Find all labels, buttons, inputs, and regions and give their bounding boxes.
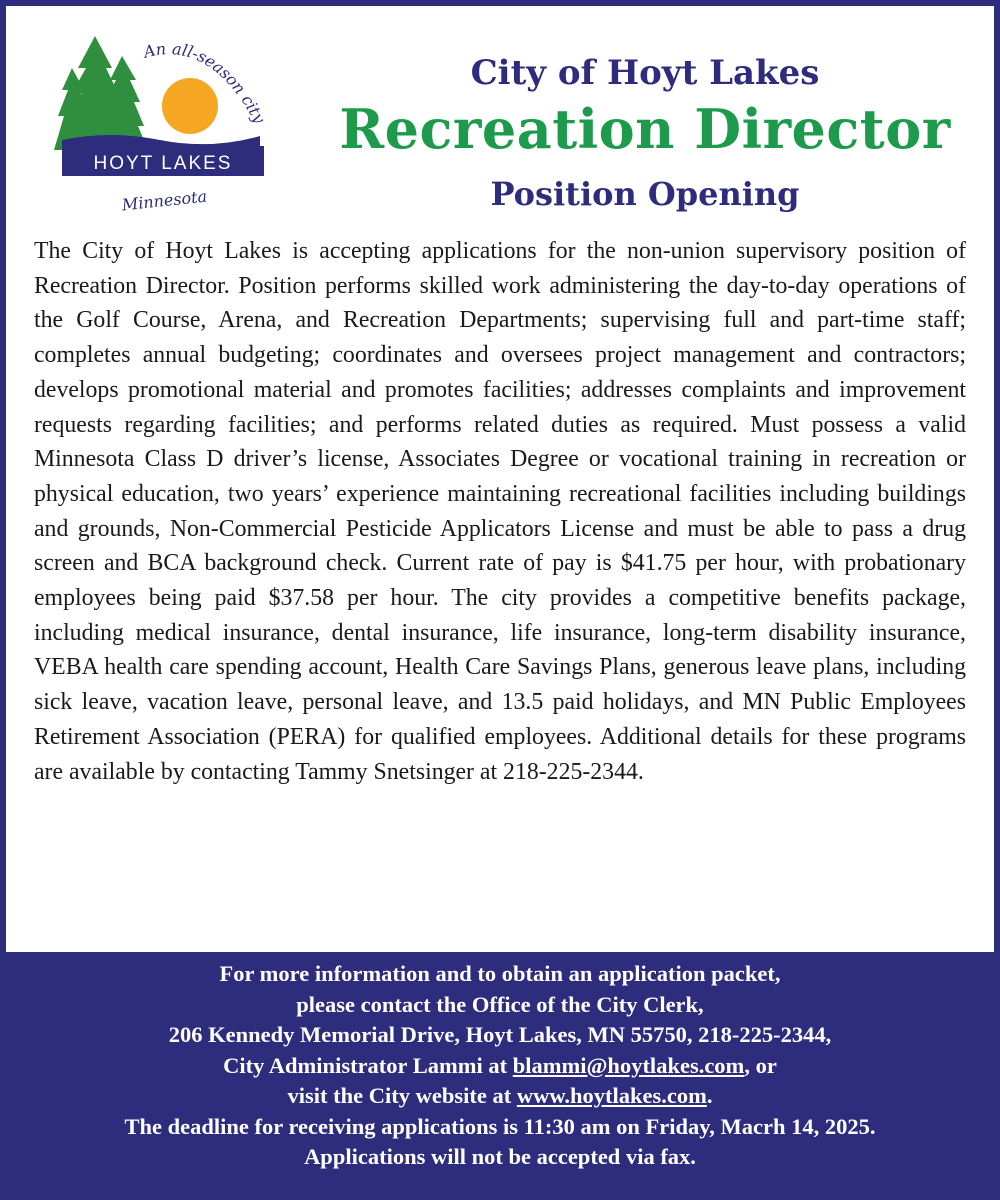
- footer-address: 206 Kennedy Memorial Drive, Hoyt Lakes, MN 55750, 218-225-2344,: [168, 1022, 832, 1047]
- footer-line-5-end: .: [706, 1083, 713, 1108]
- city-title: City of Hoyt Lakes: [470, 53, 820, 93]
- footer-line-1: For more information and to obtain an application packet,: [219, 961, 781, 986]
- logo-name-text: HOYT LAKES: [93, 153, 233, 174]
- footer-line-4-end: , or: [744, 1052, 777, 1078]
- logo-state-text: Minnesota: [120, 186, 208, 215]
- footer-line-2: please contact the Office of the City Clerk,: [296, 991, 704, 1017]
- footer-fax-note: Applications will not be accepted via fax.: [304, 1144, 696, 1169]
- hoyt-lakes-logo: [50, 28, 280, 218]
- footer-admin-label: City Administrator Lammi at: [223, 1052, 513, 1078]
- position-subtitle: Position Opening: [490, 175, 800, 213]
- contact-footer: [6, 952, 994, 1194]
- website-link[interactable]: www.hoytlakes.com: [516, 1083, 707, 1108]
- water-waves-icon: [62, 135, 260, 146]
- footer-line-4: [6, 1051, 994, 1082]
- email-link[interactable]: blammi@hoytlakes.com: [512, 1052, 745, 1078]
- sun-icon: [162, 78, 218, 134]
- footer-deadline: The deadline for receiving applications is 11:30 am on Friday, Macrh 14, 2025.: [124, 1113, 876, 1139]
- footer-line-5: [6, 1081, 994, 1112]
- hoyt-lakes-logo-graphic: [50, 28, 280, 218]
- logo-tagline: An all-season city: [141, 39, 270, 127]
- header: [300, 50, 990, 218]
- footer-website-label: visit the City website at: [287, 1083, 517, 1108]
- position-title: Recreation Director: [339, 97, 951, 161]
- job-description: The City of Hoyt Lakes is accepting applications for the non-union supervisory position of Recreation Director. Position performs skilled work administering the day-to-day operations of the Golf Course, Arena, and Recreation Departments; supervising full and part-time staff; completes annual budgeting; coordinates and oversees project management and contractors; develops promotional material and promotes facilities; addresses complaints and improvement requests regarding facilities; and performs related duties as required. Must possess a valid Minnesota Class D driver’s license, Associates Degree or vocational training in recreation or physical education, two years’ experience maintaining recreational facilities including buildings and grounds, Non-Commercial Pesticide Applicators License and must be able to pass a drug screen and BCA background check. Current rate of pay is $41.75 per hour, with probationary employees being paid $37.58 per hour. The city provides a competitive benefits package, including medical insurance, dental insurance, life insurance, long-term disability insurance, VEBA health care spending account, Health Care Savings Plans, generous leave plans, including sick leave, vacation leave, personal leave, and 13.5 paid holidays, and MN Public Employees Retirement Association (PERA) for qualified employees. Additional details for these programs are available by contacting Tammy Snetsinger at 218-225-2344.: [34, 238, 966, 785]
